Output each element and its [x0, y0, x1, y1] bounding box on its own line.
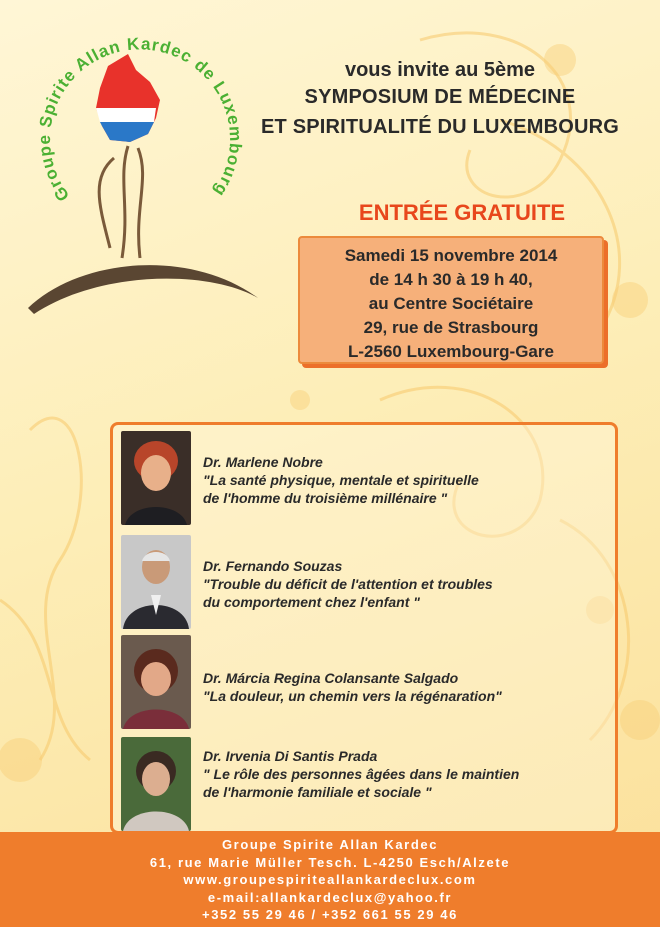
event-street: 29, rue de Strasbourg — [363, 318, 539, 337]
speaker-name: Dr. Márcia Regina Colansante Salgado — [203, 670, 459, 686]
event-city: L-2560 Luxembourg-Gare — [348, 342, 554, 361]
event-title-line1: SYMPOSIUM DE MÉDECINE — [304, 86, 576, 108]
free-entry-label: ENTRÉE GRATUITE — [358, 200, 566, 225]
speaker-item — [121, 535, 611, 629]
talk-title-line2: du comportement chez l'enfant " — [203, 594, 420, 610]
tree-map-logo-graphic — [10, 8, 270, 328]
speaker-item — [121, 431, 611, 525]
invitation-heading — [230, 58, 650, 142]
speakers-panel — [110, 422, 618, 834]
logo-arc-text: Groupe Spirite Allan Kardec de Luxembourg — [34, 34, 246, 205]
talk-title-line1: " Le rôle des personnes âgées dans le maintien — [203, 766, 520, 782]
event-date: Samedi 15 novembre 2014 — [344, 246, 558, 265]
talk-title-line1: "La douleur, un chemin vers la régénaration" — [203, 688, 502, 704]
footer-org: Groupe Spirite Allan Kardec — [221, 837, 439, 852]
event-details-box — [298, 236, 604, 364]
speaker-photo — [121, 431, 191, 525]
event-venue: au Centre Sociétaire — [368, 294, 534, 313]
event-time: de 14 h 30 à 19 h 40, — [369, 270, 533, 289]
speaker-name: Dr. Fernando Souzas — [203, 558, 343, 574]
talk-title-line2: de l'harmonie familiale et sociale " — [203, 784, 432, 800]
organization-logo — [10, 8, 270, 328]
footer-email-link[interactable]: e-mail:allankardeclux@yahoo.fr — [207, 889, 453, 905]
footer-contact — [0, 832, 660, 927]
footer-website-link[interactable]: www.groupespiriteallankardeclux.com — [183, 872, 477, 887]
invite-line: vous invite au 5ème — [344, 59, 536, 81]
event-title-line2: ET SPIRITUALITÉ DU LUXEMBOURG — [260, 116, 620, 138]
talk-title-line2: de l'homme du troisième millénaire " — [203, 490, 448, 506]
speaker-name: Dr. Irvenia Di Santis Prada — [203, 748, 378, 764]
speaker-item — [121, 737, 611, 831]
speaker-photo — [121, 535, 191, 629]
footer-address: 61, rue Marie Müller Tesch. L-4250 Esch/Alzete — [149, 854, 511, 870]
speaker-photo — [121, 635, 191, 729]
speaker-name: Dr. Marlene Nobre — [203, 454, 323, 470]
talk-title-line1: "La santé physique, mentale et spirituelle — [203, 472, 479, 488]
footer-phones: +352 55 29 46 / +352 661 55 29 46 — [202, 907, 458, 922]
speaker-photo — [121, 737, 191, 831]
talk-title-line1: "Trouble du déficit de l'attention et troubles — [203, 576, 493, 592]
speaker-item — [121, 635, 611, 729]
